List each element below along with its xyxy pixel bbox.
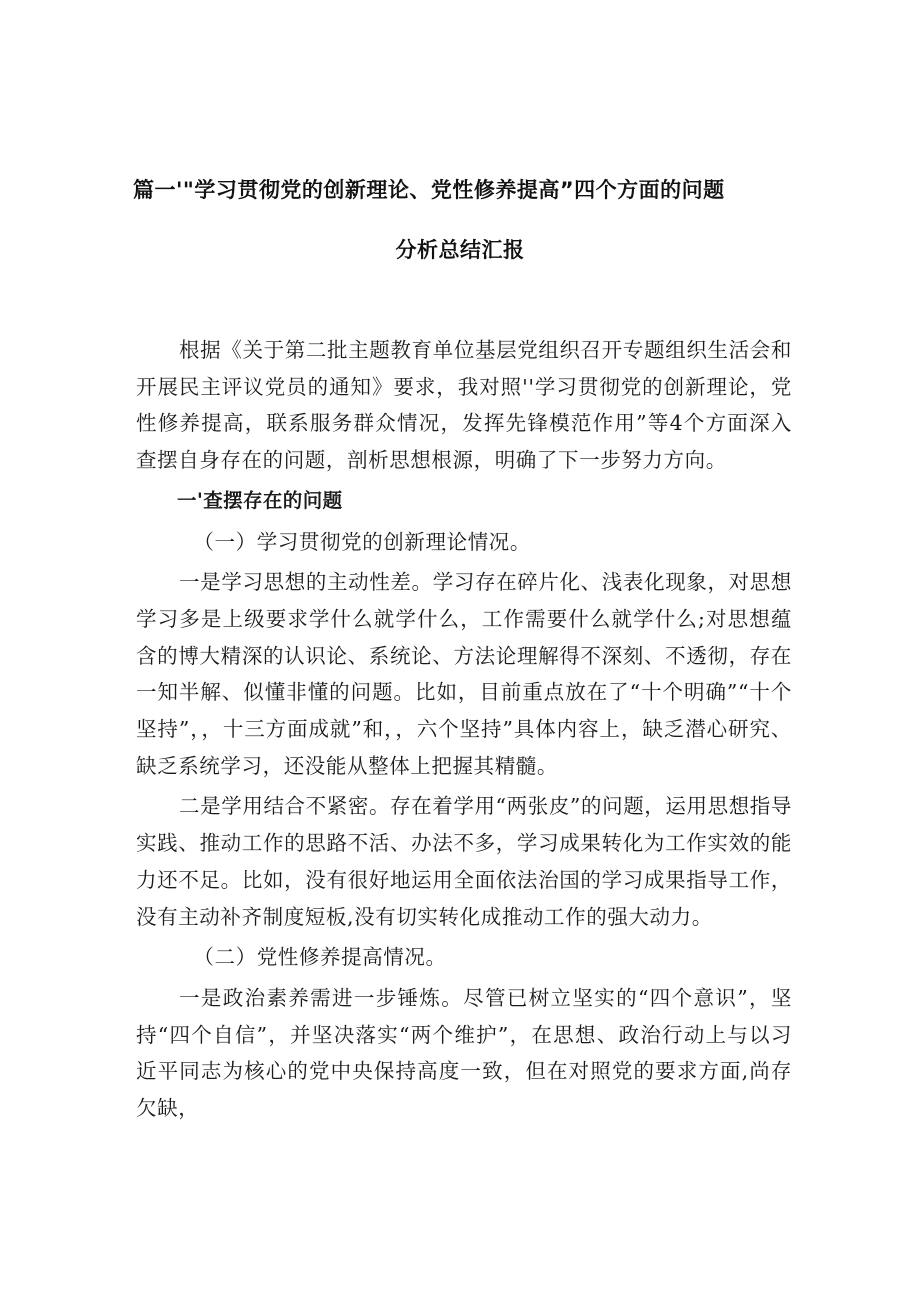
intro-paragraph: 根据《关于第二批主题教育单位基层党组织召开专题组织生活会和开展民主评议党员的通知》要求，我对照''学习贯彻党的创新理论，党性修养提高，联系服务群众情况，发挥先锋模范作用”等4个方面深入查摆自身存在的问题，剖析思想根源，明确了下一步努力方向。 [136, 338, 792, 473]
paragraph: 一是政治素养需进一步锤炼。尽管已树立坚实的“四个意识”，坚持“四个自信”，并坚决落实“两个维护”，在思想、政治行动上与以习近平同志为核心的党中央保持高度一致，但在对照党的要求方面,尚存欠缺， [136, 985, 792, 1121]
subsection-heading: （二）党性修养提高情况。 [193, 945, 447, 970]
section-heading: 一'查摆存在的问题 [176, 488, 343, 512]
subsection-heading: （一）学习贯彻党的创新理论情况。 [193, 529, 531, 554]
document-title-line-1: 篇一'"学习贯彻党的创新理论、党性修养提高”四个方面的问题 [133, 178, 725, 202]
paragraph: 一是学习思想的主动性差。学习存在碎片化、浅表化现象，对思想学习多是上级要求学什么就学什么，工作需要什么就学什么;对思想蕴含的博大精深的认识论、系统论、方法论理解得不深刻、不透彻，存在一知半解、似懂非懂的问题。比如，目前重点放在了“十个明确”“十个坚持”，，十三方面成就”和，，六个坚持”具体内容上，缺乏潜心研究、缺乏系统学习，还没能从整体上把握其精髓。 [136, 570, 792, 778]
document-title-line-2: 分析总结汇报 [395, 238, 525, 262]
paragraph: 二是学用结合不紧密。存在着学用“两张皮”的问题，运用思想指导实践、推动工作的思路不活、办法不多，学习成果转化为工作实效的能力还不足。比如，没有很好地运用全面依法治国的学习成果指导工作，没有主动补齐制度短板,没有切实转化成推动工作的强大动力。 [136, 794, 793, 929]
document-body [136, 332, 792, 1131]
